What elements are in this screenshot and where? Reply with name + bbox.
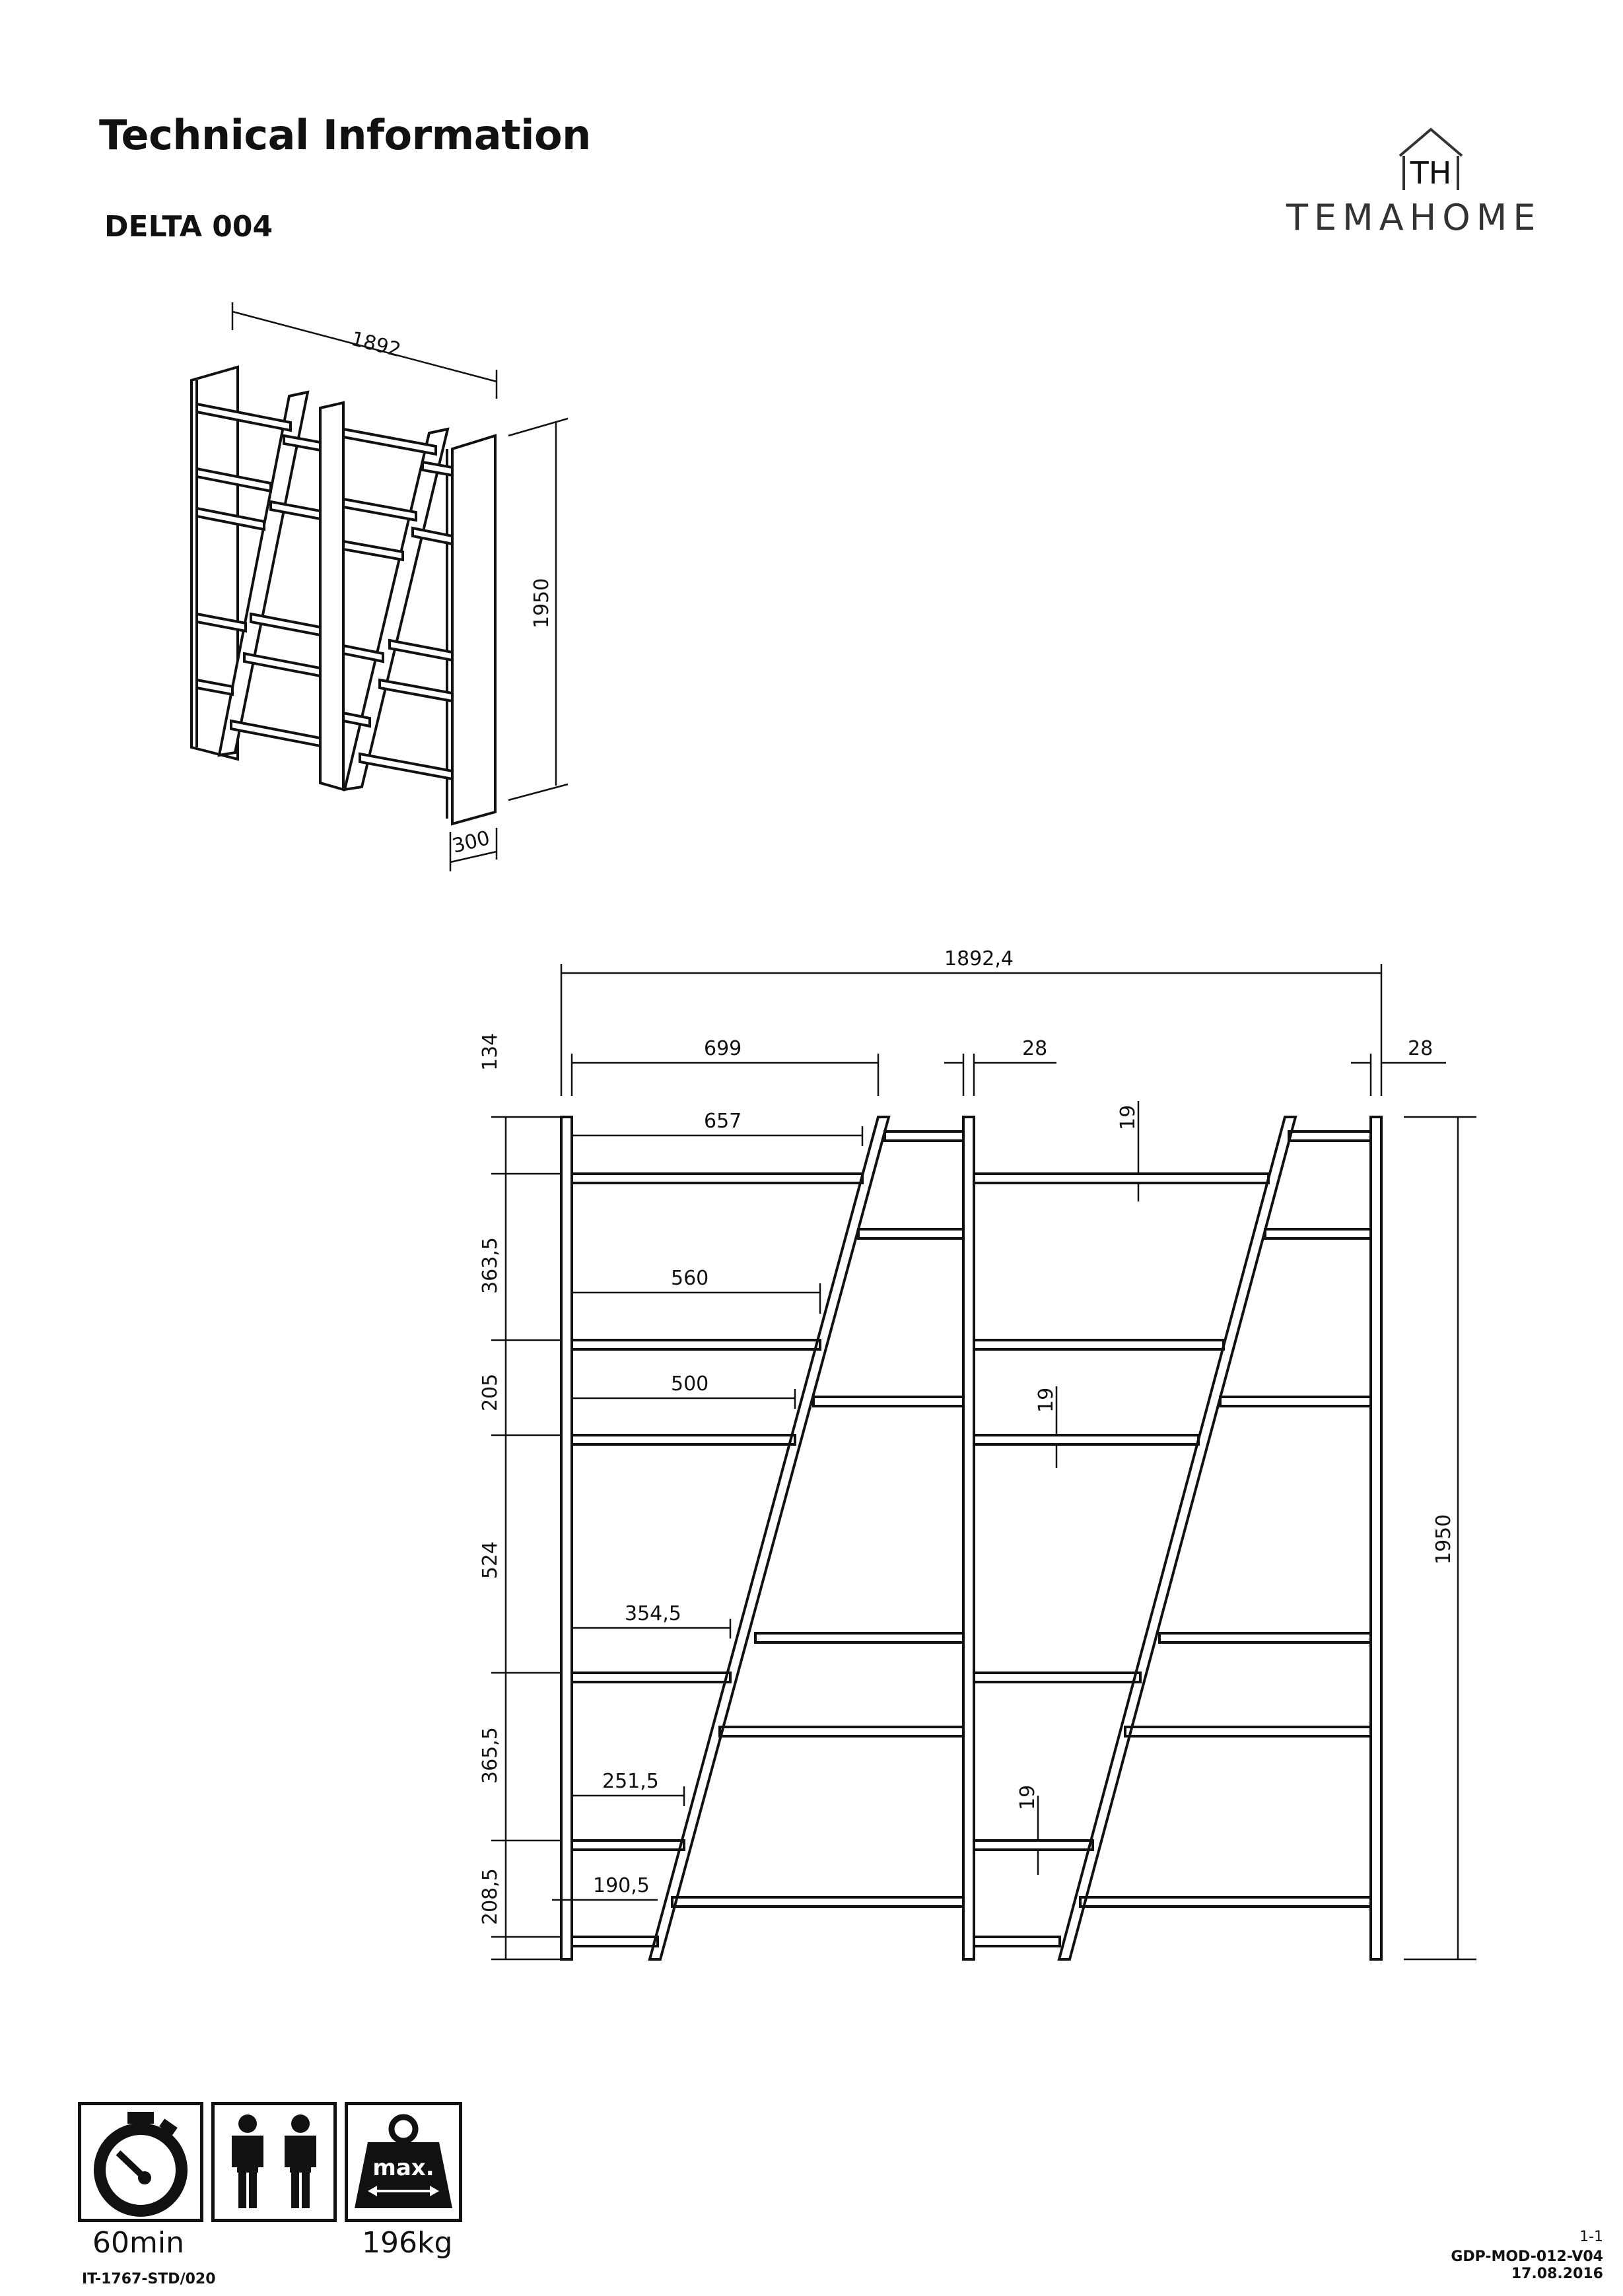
max-label: max. (372, 2155, 434, 2181)
vertical-spacing-label: 365,5 (479, 1727, 502, 1784)
isometric-view (191, 302, 568, 871)
shelf-width-label: 560 (671, 1267, 709, 1290)
shelf-width-label: 500 (671, 1372, 709, 1396)
stopwatch-icon (78, 2102, 203, 2222)
panel-thickness-middle-label: 28 (1022, 1037, 1048, 1060)
vertical-spacing-label: 134 (479, 1032, 502, 1071)
shelf-thickness-label: 19 (1035, 1387, 1058, 1413)
overall-height-label: 1950 (1432, 1514, 1455, 1565)
iso-depth-label: 300 (450, 826, 493, 858)
max-load: 196kg (362, 2226, 453, 2260)
page-number: 1-1 (1579, 2229, 1603, 2245)
iso-height-label: 1950 (530, 578, 553, 628)
shelf-width-label: 251,5 (602, 1770, 659, 1793)
document-reference: IT-1767-STD/020 (82, 2271, 216, 2287)
shelf-width-label: 190,5 (593, 1874, 650, 1897)
brand-name: TEMAHOME (1286, 197, 1542, 238)
shelf-width-label: 354,5 (625, 1602, 681, 1625)
front-view (561, 1117, 1381, 1959)
panel-thickness-right-label: 28 (1408, 1037, 1433, 1060)
front-dimension-lines (491, 964, 1476, 1959)
two-persons-icon (211, 2102, 337, 2222)
bay-width-label: 699 (704, 1037, 742, 1060)
assembly-time: 60min (92, 2226, 184, 2260)
model-name: DELTA 004 (104, 210, 273, 244)
shelf-thickness-label: 19 (1016, 1784, 1039, 1810)
max-weight-icon (345, 2102, 462, 2222)
shelf-width-label: 657 (704, 1110, 742, 1133)
vertical-spacing-label: 363,5 (479, 1237, 502, 1294)
overall-width-label: 1892,4 (944, 947, 1014, 970)
iso-width-label: 1892 (349, 327, 403, 362)
document-date: 17.08.2016 (1511, 2266, 1603, 2282)
form-code: GDP-MOD-012-V04 (1451, 2248, 1603, 2265)
vertical-spacing-label: 208,5 (479, 1868, 502, 1925)
svg-text:TH: TH (1410, 155, 1452, 191)
shelf-thickness-label: 19 (1117, 1104, 1140, 1130)
vertical-spacing-label: 205 (479, 1373, 502, 1411)
page-title: Technical Information (99, 111, 591, 159)
vertical-spacing-label: 524 (479, 1541, 502, 1579)
